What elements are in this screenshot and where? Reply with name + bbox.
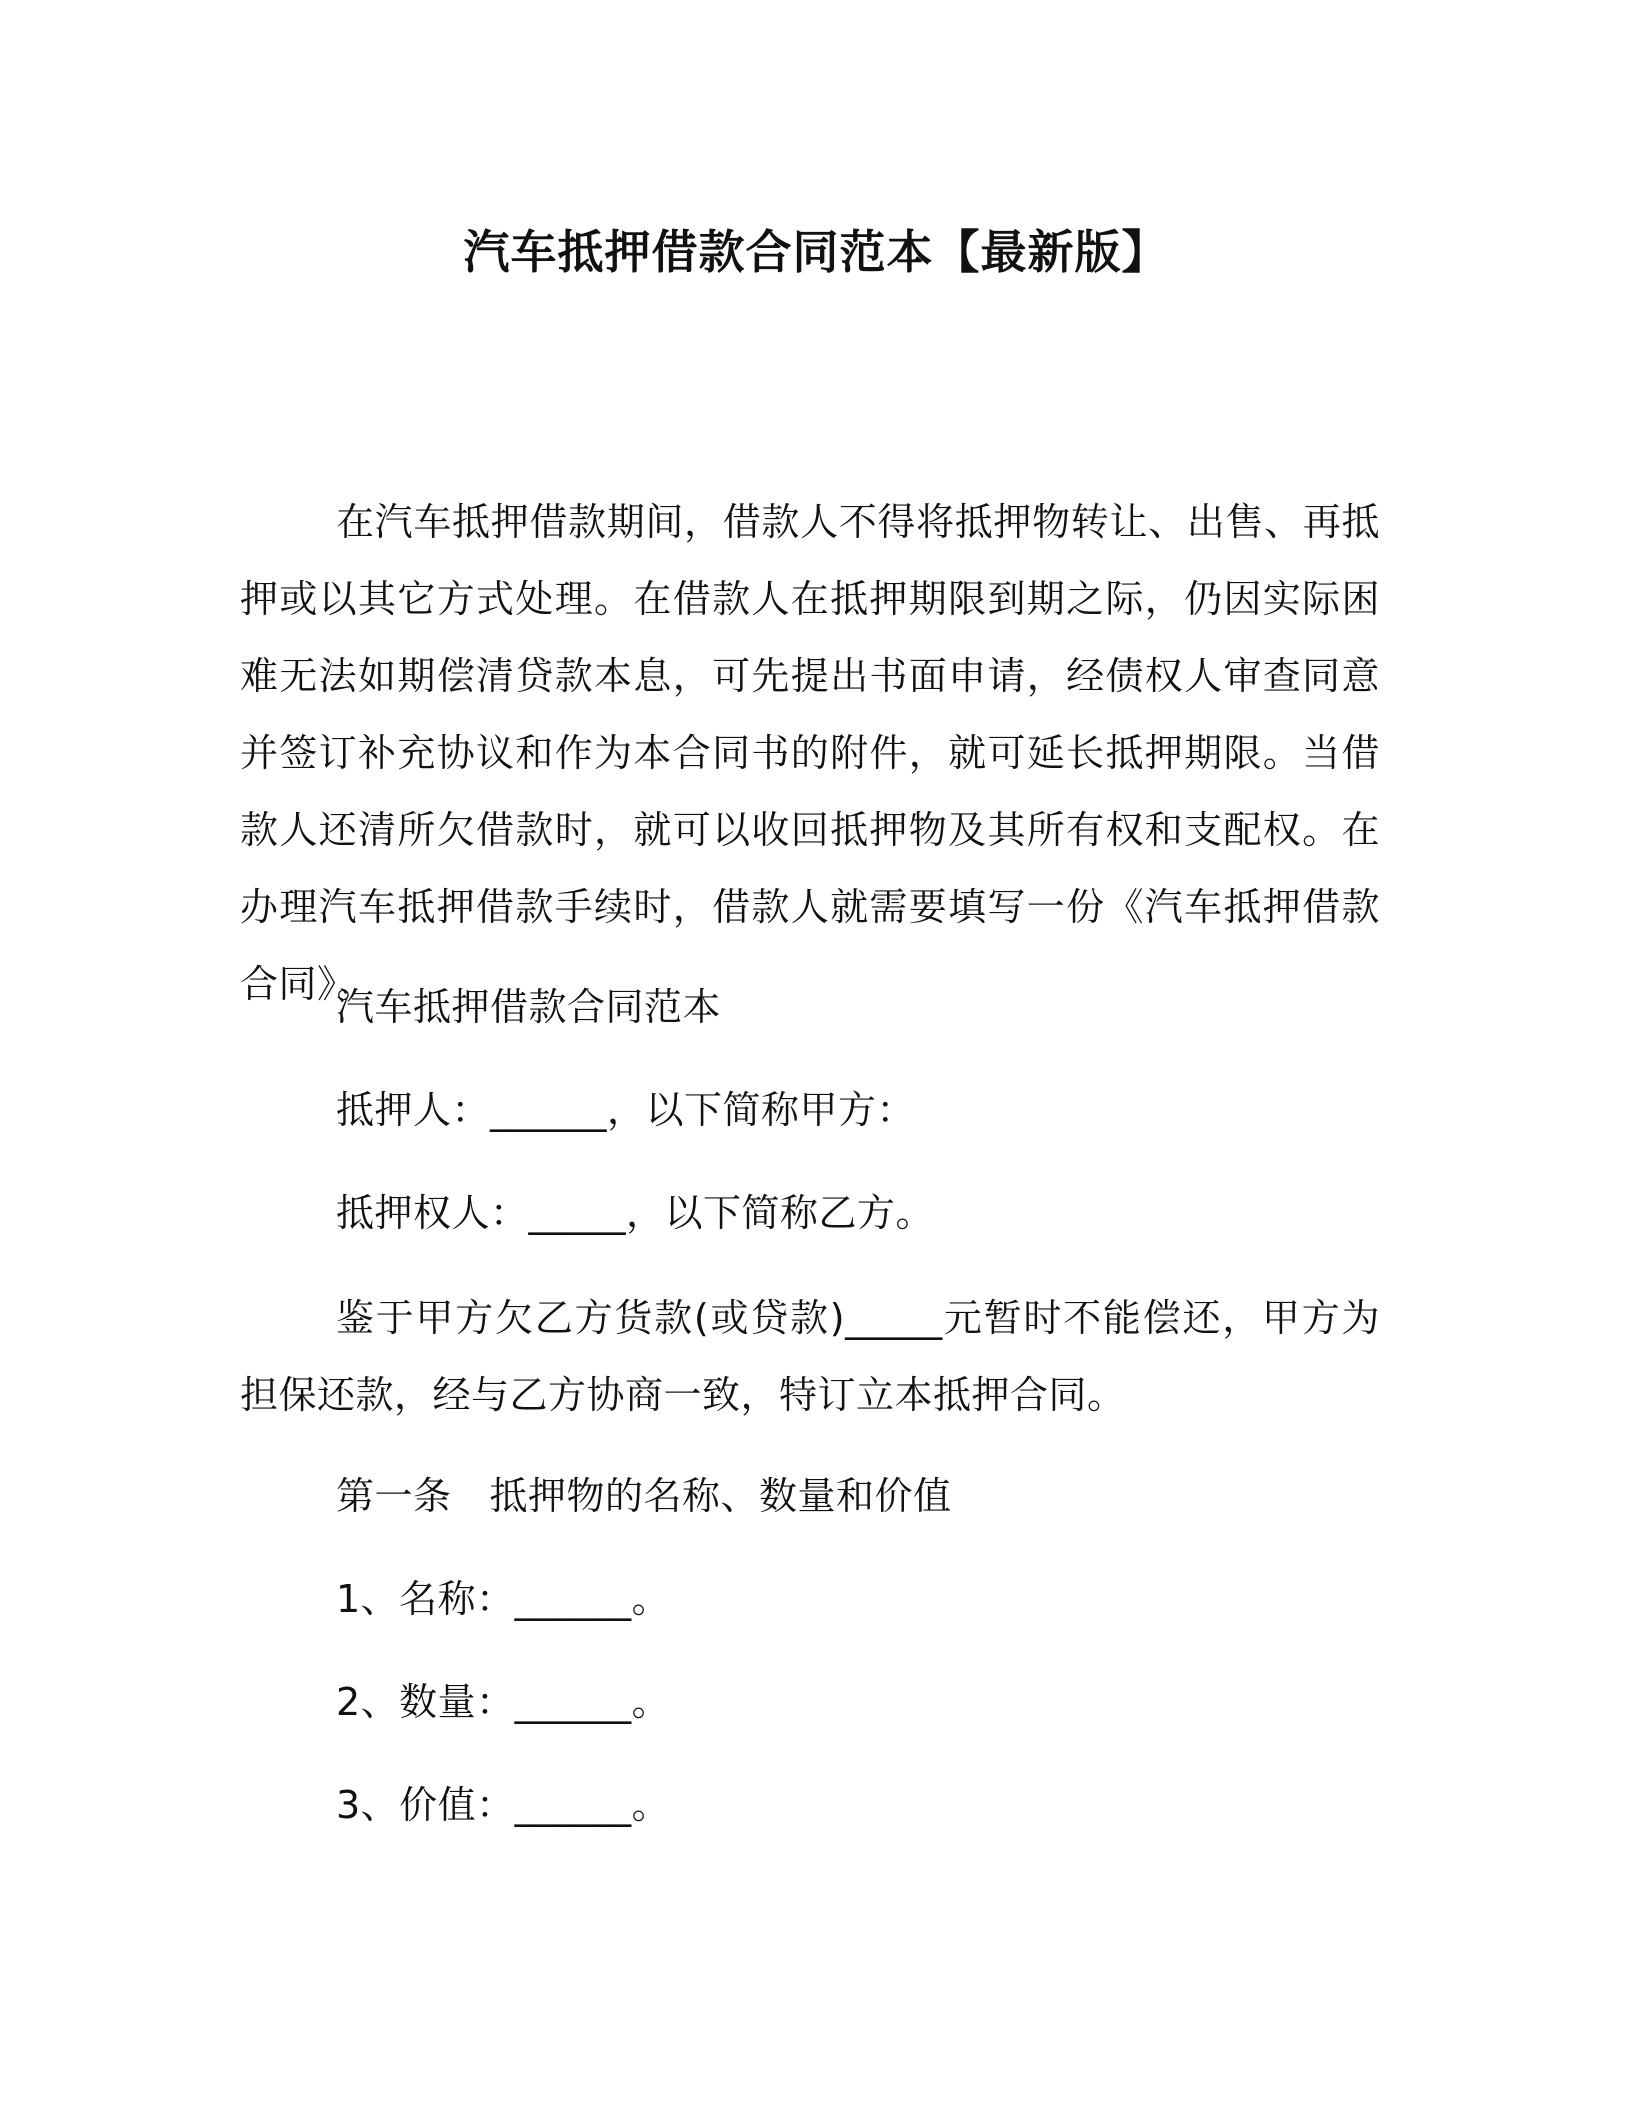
article-1-heading (336, 1471, 952, 1521)
mortgagee-line: 抵押权人：_____，以下简称乙方。 (336, 1191, 935, 1235)
intro-block (240, 484, 1380, 1023)
item-name-line: 1、名称：______。 (336, 1577, 671, 1621)
intro-paragraph: 在汽车抵押借款期间，借款人不得将抵押物转让、出售、再抵押或以其它方式处理。在借款人在抵押期限到期之际，仍因实际困难无法如期偿清贷款本息，可先提出书面申请，经债权人审查同意并签订补充协议和作为本合同书的附件，就可延长抵押期限。当借款人还清所欠借款时，就可以收回抵押物及其所有权和支配权。在办理汽车抵押借款手续时，借款人就需要填写一份《汽车抵押借款合同》。 (240, 500, 1380, 1006)
article-number: 第一条 (336, 1474, 452, 1518)
mortgagor-line: 抵押人：______，以下简称甲方： (336, 1088, 916, 1132)
item-value-line: 3、价值：______。 (336, 1783, 671, 1827)
whereas-block (240, 1280, 1380, 1434)
article-title: 抵押物的名称、数量和价值 (489, 1474, 952, 1518)
item-quantity-line: 2、数量：______。 (336, 1680, 671, 1724)
document-title: 汽车抵押借款合同范本【最新版】 (463, 225, 1169, 279)
contract-subtitle: 汽车抵押借款合同范本 (336, 985, 722, 1029)
whereas-paragraph: 鉴于甲方欠乙方货款(或贷款)_____元暂时不能偿还，甲方为担保还款，经与乙方协商一致，特订立本抵押合同。 (240, 1296, 1380, 1417)
